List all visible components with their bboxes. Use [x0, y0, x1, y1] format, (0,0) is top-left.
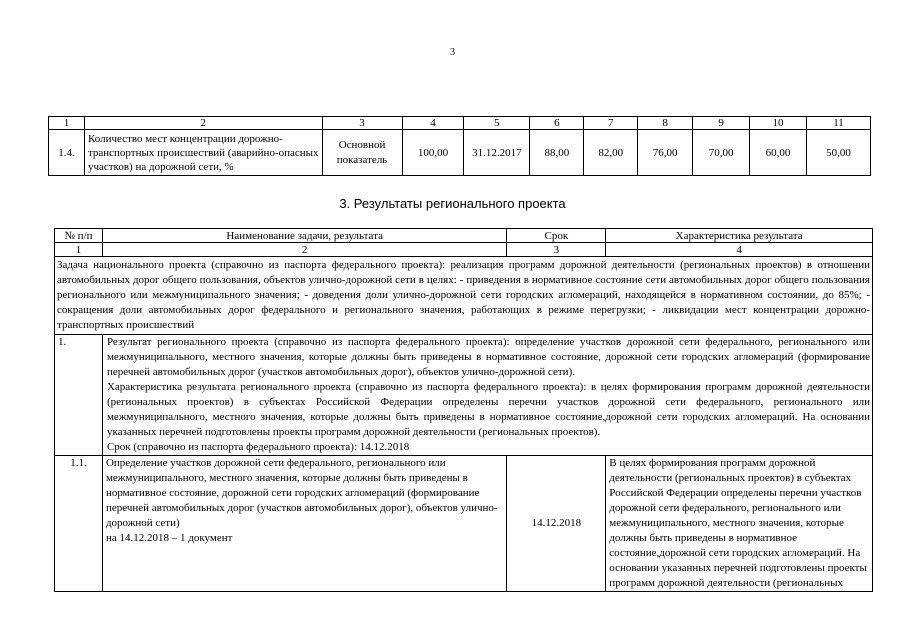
results-header-row	[55, 229, 873, 243]
indicator-name: Количество мест концентрации дорожно-транспортных происшествий (аварийно-опасных участков) на дорожной сети, %	[84, 130, 322, 176]
subresult-row	[55, 456, 873, 592]
column-number: 6	[530, 117, 584, 130]
value-2024: 50,00	[806, 130, 870, 176]
page-number: 3	[450, 47, 455, 58]
indicators-header-row	[49, 117, 871, 130]
column-number: 1	[55, 243, 103, 257]
column-number: 11	[806, 117, 870, 130]
base-date: 31.12.2017	[464, 130, 530, 176]
indicator-type: Основной показатель	[322, 130, 402, 176]
header-name: Наименование задачи, результата	[102, 229, 506, 243]
result-row	[55, 335, 873, 456]
value-2020: 82,00	[584, 130, 638, 176]
value-2019: 88,00	[530, 130, 584, 176]
national-task-text: Задача национального проекта (справочно из паспорта федерального проекта): реализация программ дорожной деятельности (региональных проектов) в отношении автомобильных дорог общего пользования, объектов улично-дорожной сети в целях: - приведения в нормативное состояние сети автомобильных дорог общего пользования регионального или межмуниципального значения; - доведения доли улично-дорожной сети городских агломераций, находящейся в нормативном состоянии, до 85%; - сокращения доли автомобильных дорог федерального и регионального значения, работающих в режиме перегрузки; - ликвидации мест концентрации дорожно-транспортных происшествий	[55, 257, 873, 335]
result-num: 1.	[55, 335, 103, 456]
column-number: 2	[84, 117, 322, 130]
subresult-num: 1.1.	[55, 456, 103, 592]
result-description	[102, 335, 872, 456]
header-deadline: Срок	[507, 229, 606, 243]
subresult-name	[102, 456, 506, 592]
result-deadline-text: Срок (справочно из паспорта федерального проекта): 14.12.2018	[106, 441, 410, 453]
subresult-name-date: на 14.12.2018 – 1 документ	[105, 532, 233, 544]
base-value: 100,00	[402, 130, 464, 176]
column-number: 10	[750, 117, 807, 130]
results-header-numbers-row	[55, 243, 873, 257]
column-number: 9	[693, 117, 750, 130]
column-number: 5	[464, 117, 530, 130]
column-number: 8	[638, 117, 693, 130]
subresult-name-text: Определение участков дорожной сети федерального, регионального или межмуниципального, местного значения, которые должны быть приведены в нормативное состояние, дорожной сети городских агломераций (формирование перечней автомобильных дорог (участков автомобильных дорог), объектов улично-дорожной сети)	[105, 457, 498, 529]
value-2023: 60,00	[750, 130, 807, 176]
subresult-characteristic: В целях формирования программ дорожной деятельности (региональных проектов) в субъектах Российской Федерации определены перечни участков дорожной сети федерального, регионального или межмуниципального, местного значения, которые должны быть приведены в нормативное состояние,дорожной сети городских агломераций. На основании указанных перечней подготовлены проекты программ дорожной деятельности (региональных	[606, 456, 873, 592]
section-title: 3. Результаты регионального проекта	[339, 196, 566, 211]
result-characteristic-text: Характеристика результата регионального проекта (справочно из паспорта федерального проекта): в целях формирования программ дорожной деятельности (региональных проектов) в субъектах Российской Федерации определены перечни участков дорожной сети федерального, регионального или межмуниципального, местного значения, которые должны быть приведены в нормативное состояние,дорожной сети городских агломераций. На основании указанных перечней подготовлены проекты программ дорожной деятельности (региональных проектов).	[106, 381, 870, 438]
column-number: 3	[322, 117, 402, 130]
column-number: 1	[49, 117, 85, 130]
header-characteristic: Характеристика результата	[606, 229, 873, 243]
indicators-table	[48, 116, 871, 176]
subresult-deadline: 14.12.2018	[507, 456, 606, 592]
value-2022: 70,00	[693, 130, 750, 176]
column-number: 3	[507, 243, 606, 257]
results-table	[54, 228, 873, 592]
column-number: 4	[402, 117, 464, 130]
indicator-num: 1.4.	[49, 130, 85, 176]
table-row	[49, 130, 871, 176]
header-number: № п/п	[55, 229, 103, 243]
result-text: Результат регионального проекта (справочно из паспорта федерального проекта): определение участков дорожной сети федерального, регионального или межмуниципального, местного значения, которые должны быть приведены в нормативное состояние, дорожной сети городских агломераций (формирование перечней автомобильных дорог (участков автомобильных дорог), объектов улично-дорожной сети).	[106, 336, 870, 378]
task-row	[55, 257, 873, 335]
value-2021: 76,00	[638, 130, 693, 176]
column-number: 2	[102, 243, 506, 257]
column-number: 4	[606, 243, 873, 257]
column-number: 7	[584, 117, 638, 130]
